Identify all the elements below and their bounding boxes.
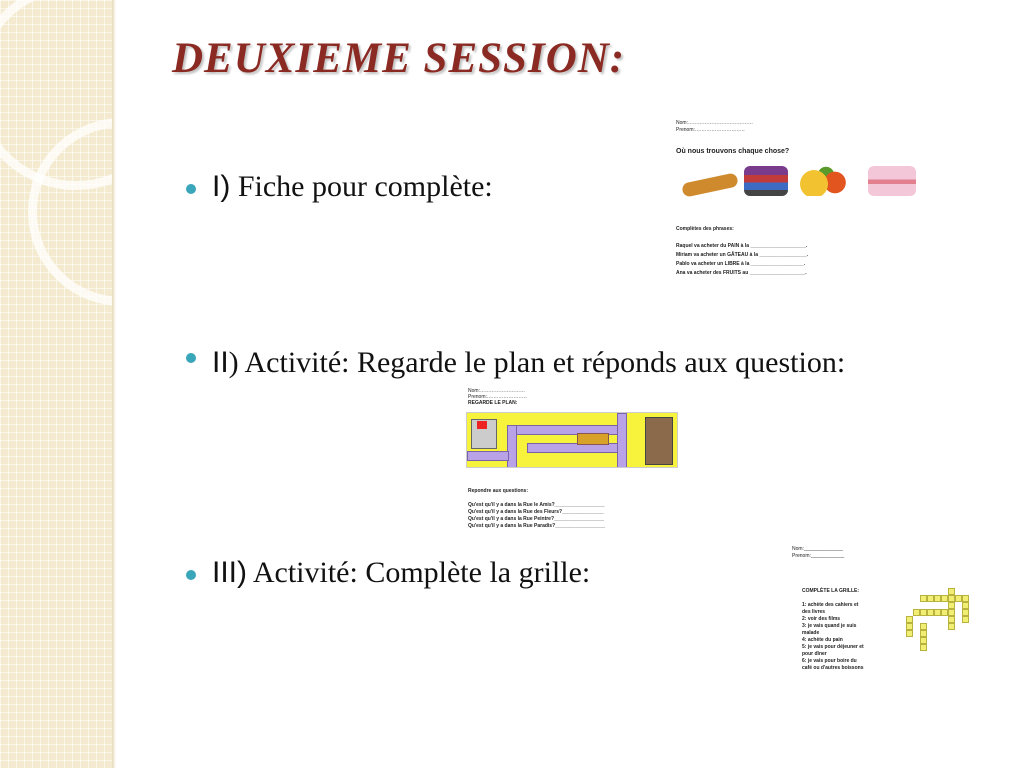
decorative-side-strip <box>0 0 112 768</box>
grid-cell <box>941 595 948 602</box>
bullet-dot <box>186 184 196 194</box>
grid-cell <box>941 609 948 616</box>
bullet-item-2 <box>212 340 988 386</box>
grid-cell <box>962 595 969 602</box>
grid-cell <box>906 630 913 637</box>
grid-cell <box>920 630 927 637</box>
grid-cell <box>962 602 969 609</box>
clue-line: 1: achète des cahiers et des livres <box>802 602 859 615</box>
clue-line: 5: je vais pour déjeuner et pour dîner <box>802 644 864 657</box>
town-map <box>466 412 678 468</box>
name-line: Nom:……………………… <box>468 388 525 394</box>
grid-cell <box>948 588 955 595</box>
bullet-text: Activité: Complète la grille: <box>247 556 591 589</box>
worksheet-line: Miriam va acheter un GÂTEAU à la _________________. <box>676 252 809 258</box>
grid-cell <box>920 623 927 630</box>
clue-line: 2: voir des films <box>802 616 841 622</box>
bullet-number: II <box>212 346 229 379</box>
bullet-item-3 <box>212 556 590 590</box>
worksheet-heading: REGARDE LE PLAN: <box>468 400 518 406</box>
worksheet-line: Qu'est qu'il y a dans la Rue le Amis?__________________ <box>468 502 605 508</box>
worksheet-subheading: Complètes des phrases: <box>676 226 734 232</box>
worksheet-thumbnail-grid <box>790 544 974 671</box>
grid-cell <box>927 609 934 616</box>
worksheet-line: Ana va acheter des FRUITS au ____________________. <box>676 270 807 276</box>
grid-cell <box>948 602 955 609</box>
bread-image <box>681 172 739 197</box>
grid-cell <box>962 616 969 623</box>
bullet-dot <box>186 570 196 580</box>
worksheet-line: Pablo va acheter un LIBRE à la ___________________. <box>676 261 805 267</box>
bullet-text: Fiche pour complète: <box>230 170 493 203</box>
street <box>507 425 517 468</box>
name-line: Nom:………………………………… <box>676 120 753 126</box>
grid-cell <box>906 623 913 630</box>
grid-cell <box>948 623 955 630</box>
red-cross-icon <box>477 421 487 429</box>
shop-building <box>577 433 609 445</box>
grid-cell <box>920 644 927 651</box>
grid-cell <box>934 609 941 616</box>
worksheet-line: Qu'est qu'il y a dans la Rue des Fleurs?_______________ <box>468 509 604 515</box>
worksheet-thumbnail-shops <box>672 116 922 286</box>
grid-cell <box>948 616 955 623</box>
worksheet-heading: COMPLÈTE LA GRILLE: <box>802 588 860 594</box>
slide-title: DEUXIEME SESSION: <box>172 35 626 82</box>
grid-cell <box>934 595 941 602</box>
firstname-line: Prenom:____________ <box>792 553 845 559</box>
worksheet-line: Qu'est qu'il y a dans la Rue Peintre?__________________ <box>468 516 605 522</box>
bullet-number: I) <box>212 170 231 203</box>
tower-building <box>645 417 673 465</box>
grid-cell <box>962 609 969 616</box>
crossword-grid <box>906 588 974 662</box>
worksheet-line: Raquel va acheter du PAIN à la ____________________. <box>676 243 808 249</box>
name-line: Nom:______________ <box>792 546 843 552</box>
cake-image <box>868 166 916 196</box>
grid-cell <box>920 609 927 616</box>
worksheet-heading: Où nous trouvons chaque chose? <box>676 148 790 155</box>
grid-cell <box>955 595 962 602</box>
clue-line: 6: je vais pour boire du café ou d'autres boissons <box>802 658 864 671</box>
firstname-line: Prenom:…………………… <box>468 394 527 400</box>
fruit-image <box>796 166 856 196</box>
worksheet-thumbnail-map <box>466 388 698 530</box>
street <box>617 413 627 468</box>
bullet-dot <box>186 353 196 363</box>
grid-cell <box>920 637 927 644</box>
grid-cell <box>906 616 913 623</box>
clue-line: 3: je vais quand je suis malade <box>802 623 857 636</box>
grid-cell <box>920 595 927 602</box>
grid-cell <box>948 595 955 602</box>
bullet-text: ) Activité: Regarde le plan et réponds aux question: <box>228 346 846 379</box>
grid-cell <box>913 609 920 616</box>
bullet-item-1 <box>212 170 493 204</box>
grid-cell <box>927 595 934 602</box>
firstname-line: Prenom:………………………… <box>676 127 745 133</box>
strip-divider <box>112 0 116 768</box>
street <box>467 451 509 461</box>
worksheet-subheading: Repondre aux questions: <box>468 488 529 494</box>
worksheet-line: Qu'est qu'il y a dans la Rue Paradis?__________________ <box>468 523 606 529</box>
bullet-number: III) <box>212 556 247 589</box>
clue-line: 4: achète du pain <box>802 637 843 643</box>
books-image <box>744 166 788 196</box>
grid-cell <box>948 609 955 616</box>
